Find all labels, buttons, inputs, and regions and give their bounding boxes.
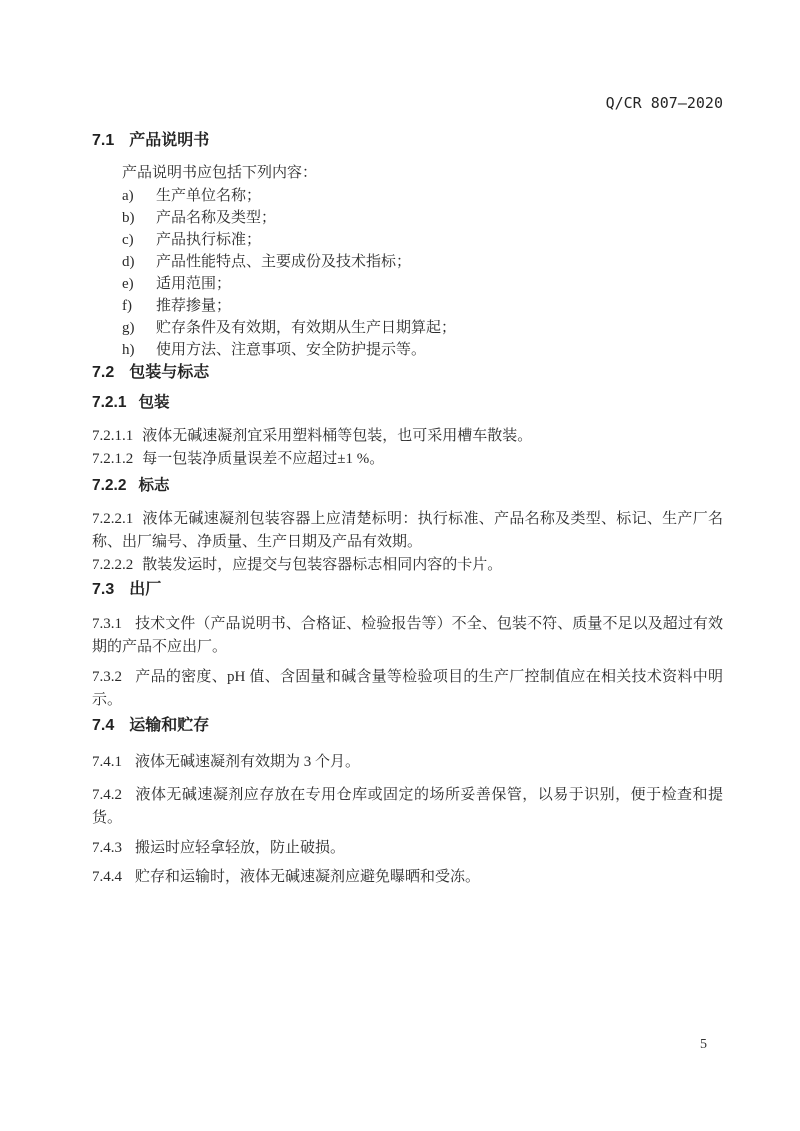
list-item-text: 产品名称及类型；: [156, 210, 277, 226]
section-number: 7.2.1: [92, 394, 127, 411]
clause-7-2-1-1: [92, 425, 723, 448]
section-title: 包装与标志: [129, 364, 210, 381]
clause-text: 每一包装净质量误差不应超过±1 %。: [142, 451, 385, 467]
standard-number: Q/CR 807—2020: [605, 94, 723, 112]
section-number: 7.3: [92, 581, 115, 598]
list-item-text: 使用方法、注意事项、安全防护提示等。: [156, 342, 427, 358]
list-item-label: g): [122, 320, 135, 336]
clause-number: 7.2.2.1: [92, 511, 134, 527]
list-item-label: e): [122, 276, 134, 292]
clause-number: 7.2.1.1: [92, 428, 134, 444]
clause-7-4-2: [92, 784, 723, 830]
section-7-4-heading: [92, 717, 723, 734]
list-item: [122, 185, 723, 207]
list-item-text: 生产单位名称；: [156, 188, 262, 204]
clause-text: 技术文件（产品说明书、合格证、检验报告等）不全、包装不符、质量不足以及超过有效期的产品不应出厂。: [92, 616, 723, 655]
clause-number: 7.2.2.2: [92, 557, 134, 573]
section-number: 7.1: [92, 132, 115, 149]
clause-7-2-2-2: [92, 554, 723, 577]
section-7-2-2-heading: [92, 478, 723, 494]
list-item: [122, 317, 723, 339]
list-item-label: d): [122, 254, 135, 270]
list-item-label: c): [122, 232, 134, 248]
section-7-1-heading: [92, 132, 723, 149]
section-title: 产品说明书: [129, 132, 210, 149]
list-item: [122, 229, 723, 251]
clause-7-2-2-1: [92, 508, 723, 554]
list-item: [122, 295, 723, 317]
section-7-3-heading: [92, 581, 723, 598]
section-title: 出厂: [129, 581, 162, 598]
list-item-label: h): [122, 342, 135, 358]
clause-7-3-2: [92, 666, 723, 712]
clause-number: 7.4.3: [92, 840, 122, 856]
clause-number: 7.3.1: [92, 616, 122, 632]
list-item-text: 贮存条件及有效期，有效期从生产日期算起；: [156, 320, 457, 336]
page-number: 5: [700, 1037, 707, 1052]
list-item: [122, 207, 723, 229]
clause-text: 搬运时应轻拿轻放，防止破损。: [135, 840, 346, 856]
clause-text: 液体无碱速凝剂包装容器上应清楚标明：执行标准、产品名称及类型、标记、生产厂名称、出厂编号、净质量、生产日期及产品有效期。: [92, 511, 723, 550]
document-header: [92, 96, 723, 111]
list-item-text: 适用范围；: [156, 276, 232, 292]
list-item-text: 推荐掺量；: [156, 298, 232, 314]
clause-number: 7.3.2: [92, 669, 122, 685]
section-title: 运输和贮存: [129, 717, 210, 734]
clause-7-4-1: [92, 751, 723, 774]
clause-text: 散装发运时，应提交与包装容器标志相同内容的卡片。: [142, 557, 503, 573]
section-7-1-list: [92, 185, 723, 361]
clause-number: 7.4.4: [92, 869, 122, 885]
list-item-label: b): [122, 210, 135, 226]
clause-text: 液体无碱速凝剂有效期为 3 个月。: [135, 754, 361, 770]
section-7-2-1-heading: [92, 395, 723, 411]
section-title: 标志: [138, 477, 170, 494]
list-item-text: 产品执行标准；: [156, 232, 262, 248]
clause-text: 液体无碱速凝剂宜采用塑料桶等包装，也可采用槽车散装。: [142, 428, 533, 444]
clause-7-3-1: [92, 613, 723, 659]
clause-7-4-3: [92, 837, 723, 860]
list-item: [122, 273, 723, 295]
clause-number: 7.4.1: [92, 754, 122, 770]
list-item-label: a): [122, 188, 134, 204]
clause-number: 7.2.1.2: [92, 451, 134, 467]
section-7-2-heading: [92, 364, 723, 381]
section-title: 包装: [138, 394, 170, 411]
clause-text: 液体无碱速凝剂应存放在专用仓库或固定的场所妥善保管，以易于识别，便于检查和提货。: [92, 787, 723, 826]
section-number: 7.2.2: [92, 477, 127, 494]
clause-7-4-4: [92, 866, 723, 889]
clause-text: 产品的密度、pH 值、含固量和碱含量等检验项目的生产厂控制值应在相关技术资料中明示。: [92, 669, 723, 708]
section-7-1-intro: 产品说明书应包括下列内容：: [122, 165, 318, 181]
section-number: 7.4: [92, 717, 115, 734]
list-item-text: 产品性能特点、主要成份及技术指标；: [156, 254, 412, 270]
clause-text: 贮存和运输时，液体无碱速凝剂应避免曝晒和受冻。: [135, 869, 481, 885]
section-number: 7.2: [92, 364, 115, 381]
list-item: [122, 339, 723, 361]
list-item-label: f): [122, 298, 132, 314]
clause-number: 7.4.2: [92, 787, 122, 803]
list-item: [122, 251, 723, 273]
clause-7-2-1-2: [92, 448, 723, 471]
